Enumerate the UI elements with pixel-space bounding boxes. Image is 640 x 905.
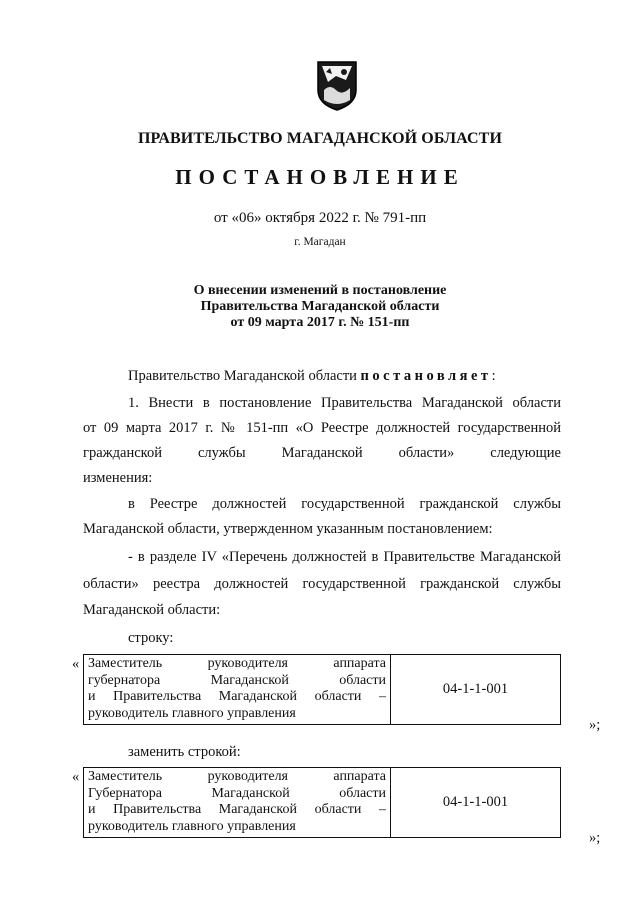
paragraph-1-line-2: от 09 марта 2017 г. № 151-пп «О Реестре должностей государственной bbox=[83, 420, 561, 436]
old-row-line-2: губернатора Магаданской области bbox=[88, 672, 386, 688]
replace-label: заменить строкой: bbox=[128, 744, 241, 760]
new-row-position-cell bbox=[84, 768, 391, 837]
new-row-line-1: Заместитель руководителя аппарата bbox=[88, 769, 386, 784]
paragraph-1-line-1: 1. Внести в постановление Правительства Магаданской области bbox=[128, 395, 561, 411]
coat-of-arms-emblem bbox=[316, 60, 358, 112]
new-row-table bbox=[83, 767, 561, 838]
document-type: ПОСТАНОВЛЕНИЕ bbox=[175, 165, 465, 189]
intro-prefix: Правительство Магаданской области bbox=[128, 368, 357, 384]
new-row-line-2: Губернатора Магаданской области bbox=[88, 785, 386, 801]
subject-line-3: от 09 марта 2017 г. № 151-пп bbox=[230, 315, 410, 330]
new-row-open-quote: « bbox=[72, 769, 80, 785]
paragraph-3-line-1: - в разделе IV «Перечень должностей в Правительстве Магаданской bbox=[128, 549, 561, 565]
paragraph-1-line-3: гражданской службы Магаданской области» следующие bbox=[83, 445, 561, 461]
paragraph-3-line-2: области» реестра должностей государственной гражданской службы bbox=[83, 576, 561, 592]
old-row-open-quote: « bbox=[72, 656, 80, 672]
new-row-code-cell: 04-1-1-001 bbox=[442, 794, 509, 810]
old-row-table bbox=[83, 654, 561, 725]
document-number-line: от «06» октября 2022 г. № 791-пп bbox=[213, 210, 427, 226]
paragraph-1-line-4: изменения: bbox=[83, 470, 153, 486]
old-row-line-4: руководитель главного управления bbox=[88, 705, 296, 721]
paragraph-3-line-3: Магаданской области: bbox=[83, 602, 221, 618]
subject-line-2: Правительства Магаданской области bbox=[200, 299, 440, 314]
intro-suffix: : bbox=[491, 368, 496, 384]
document-subject bbox=[0, 283, 640, 331]
old-row-line-3: и Правительства Магаданской области – bbox=[88, 689, 386, 704]
new-row-close-quote: »; bbox=[589, 830, 601, 846]
row-label: строку: bbox=[128, 630, 174, 646]
organization-title: ПРАВИТЕЛЬСТВО МАГАДАНСКОЙ ОБЛАСТИ bbox=[137, 130, 502, 147]
old-row-position-cell bbox=[84, 655, 391, 724]
old-row-close-quote: »; bbox=[589, 717, 601, 733]
new-row-line-3: и Правительства Магаданской области – bbox=[88, 802, 386, 817]
city-label: г. Магадан bbox=[294, 236, 346, 248]
paragraph-2-line-1: в Реестре должностей государственной гражданской службы bbox=[128, 496, 561, 512]
new-row-line-4: руководитель главного управления bbox=[88, 818, 296, 834]
old-row-line-1: Заместитель руководителя аппарата bbox=[88, 656, 386, 671]
subject-line-1: О внесении изменений в постановление bbox=[193, 283, 447, 298]
paragraph-2-line-2: Магаданской области, утвержденном указанным постановлением: bbox=[83, 521, 493, 537]
intro-paragraph bbox=[128, 368, 496, 385]
old-row-code-cell: 04-1-1-001 bbox=[442, 681, 509, 697]
intro-spaced-verb: постановляет bbox=[360, 368, 492, 384]
